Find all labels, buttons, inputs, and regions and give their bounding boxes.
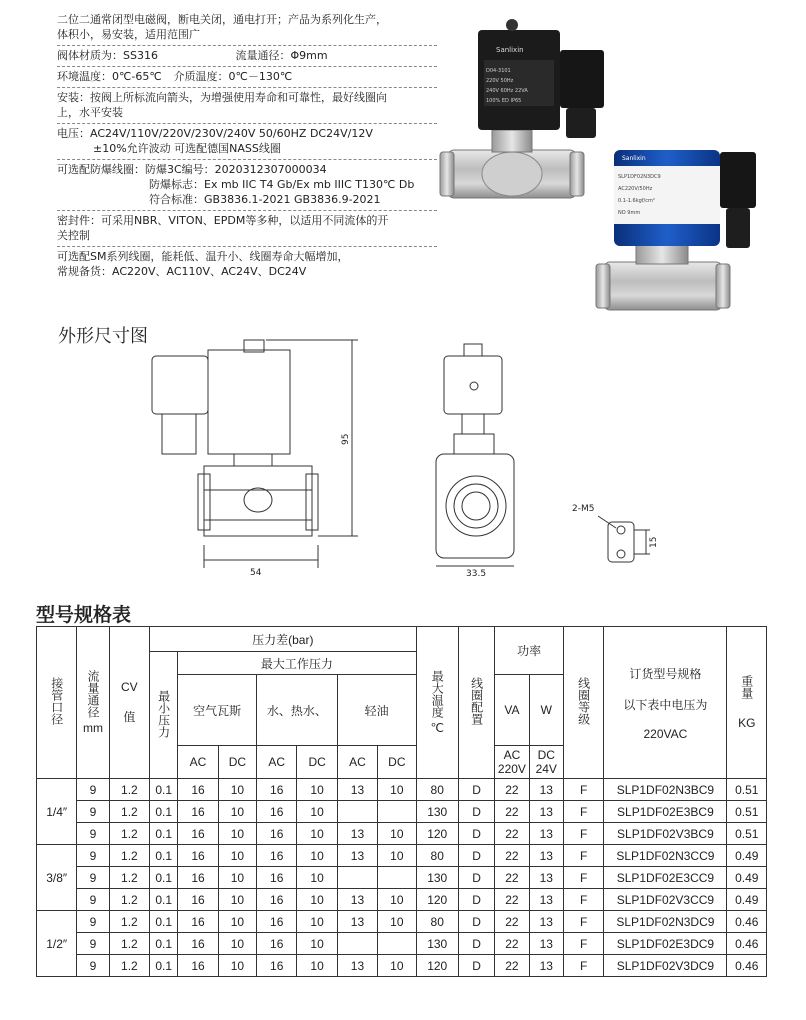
table-cell: 16 (257, 801, 297, 823)
header-max-temp-text: 最大温度 (430, 670, 445, 718)
table-cell: 120 (416, 823, 458, 845)
table-cell: 16 (178, 779, 218, 801)
table-cell: SLP1DF02N3CC9 (604, 845, 727, 867)
table-cell: SLP1DF02E3BC9 (604, 801, 727, 823)
table-row (37, 933, 767, 955)
header-coil-grade-text: 线圈等级 (576, 677, 591, 725)
table-cell: 13 (337, 845, 377, 867)
table-cell: 13 (529, 823, 563, 845)
table-cell: 0.1 (150, 911, 178, 933)
header-temp-unit: ℃ (430, 721, 444, 735)
port-size-cell: 3/8″ (37, 845, 77, 911)
table-cell: 9 (77, 933, 109, 955)
header-dc: DC (297, 746, 337, 779)
table-cell: 1.2 (109, 867, 149, 889)
table-cell: D (458, 801, 494, 823)
table-cell: 22 (495, 955, 529, 977)
table-cell: SLP1DF02V3DC9 (604, 955, 727, 977)
header-coil-grade (563, 627, 603, 779)
table-cell: 10 (378, 845, 416, 867)
side-view-drawing (152, 340, 358, 568)
table-cell: 16 (257, 823, 297, 845)
table-cell: 1.2 (109, 801, 149, 823)
header-min-pressure-text: 最小压力 (156, 689, 171, 738)
table-cell (378, 801, 416, 823)
table-cell: 10 (378, 889, 416, 911)
mounting-detail-drawing (598, 516, 650, 562)
table-cell: 10 (297, 889, 337, 911)
table-row (37, 823, 767, 845)
table-cell: 10 (218, 911, 256, 933)
table-cell: 0.1 (150, 823, 178, 845)
table-cell: 10 (297, 867, 337, 889)
table-cell: 10 (218, 955, 256, 977)
table-cell: 10 (218, 933, 256, 955)
header-air: 空气瓦斯 (178, 675, 257, 746)
blue-coil-valve-image (596, 150, 756, 310)
spec-line: 二位二通常闭型电磁阀，断电关闭，通电打开；产品为系列化生产， (57, 13, 387, 26)
port-size-cell: 1/2″ (37, 911, 77, 977)
front-view-drawing (436, 344, 514, 566)
table-cell: 0.51 (727, 779, 767, 801)
header-min-pressure (150, 652, 178, 779)
header-port (37, 627, 77, 779)
medium-temp: 介质温度：0℃－130℃ (173, 70, 293, 83)
table-cell: 0.1 (150, 955, 178, 977)
explosion-std: 符合标准：GB3836.1-2021 GB3836.9-2021 (149, 193, 381, 206)
table-cell: 16 (257, 845, 297, 867)
table-cell: F (563, 801, 603, 823)
header-va: VA (495, 675, 529, 746)
header-ac: AC (337, 746, 377, 779)
header-cv-text2: 值 (123, 710, 136, 724)
spec-line: 密封件：可采用NBR、VITON、EPDM等多种，以适用不同流体的开 (57, 214, 389, 227)
body-material: 阀体材质为：SS316 (57, 49, 158, 62)
table-cell: 0.46 (727, 911, 767, 933)
table-cell: F (563, 955, 603, 977)
table-cell: SLP1DF02N3BC9 (604, 779, 727, 801)
table-cell: D (458, 933, 494, 955)
table-row (37, 955, 767, 977)
table-cell: F (563, 933, 603, 955)
header-weight (727, 627, 767, 779)
table-row (37, 889, 767, 911)
spec-line: 安装：按阀上所标流向箭头，为增强使用寿命和可靠性，最好线圈向 (57, 91, 387, 104)
table-cell: 0.51 (727, 801, 767, 823)
table-cell: 16 (257, 911, 297, 933)
table-cell: 0.49 (727, 845, 767, 867)
table-cell: 22 (495, 801, 529, 823)
table-cell: D (458, 823, 494, 845)
explosion-cert: 防爆3C编号：2020312307000034 (145, 163, 327, 176)
table-cell: SLP1DF02V3CC9 (604, 889, 727, 911)
spec-line: 体积小，易安装，适用范围广 (57, 28, 200, 41)
header-cv-text: CV (121, 680, 138, 694)
table-cell: D (458, 911, 494, 933)
table-cell: 16 (178, 911, 218, 933)
table-cell: 16 (257, 867, 297, 889)
table-cell: 16 (178, 889, 218, 911)
table-cell: 0.49 (727, 867, 767, 889)
dim-width-side: 54 (250, 568, 262, 578)
port-size-cell: 1/4″ (37, 779, 77, 845)
table-row (37, 801, 767, 823)
table-cell: 130 (416, 867, 458, 889)
header-ac: AC (257, 746, 297, 779)
table-cell: 22 (495, 911, 529, 933)
blue-coil-spec: SLP1DF02N3DC9 (618, 174, 661, 180)
table-cell: F (563, 889, 603, 911)
black-coil-spec: 240V 60Hz 22VA (486, 88, 528, 94)
table-cell: 9 (77, 823, 109, 845)
table-cell: 0.49 (727, 889, 767, 911)
header-order-text3: 220VAC (643, 726, 688, 741)
table-cell: 0.46 (727, 955, 767, 977)
table-cell: 1.2 (109, 823, 149, 845)
table-row (37, 779, 767, 801)
header-ac220-text2: 220V (497, 762, 526, 776)
table-cell: 9 (77, 801, 109, 823)
table-cell: 13 (529, 845, 563, 867)
table-cell: 0.51 (727, 823, 767, 845)
table-cell: SLP1DF02E3CC9 (604, 867, 727, 889)
table-row (37, 911, 767, 933)
header-order-text2: 以下表中电压为 (623, 697, 708, 712)
table-cell (337, 801, 377, 823)
table-body (37, 779, 767, 977)
table-cell: 16 (257, 933, 297, 955)
dimensions-title: 外形尺寸图 (58, 326, 148, 347)
header-port-text: 接管口径 (49, 677, 64, 725)
table-cell: D (458, 889, 494, 911)
header-weight-text: 重量 (739, 675, 754, 699)
table-cell: 22 (495, 867, 529, 889)
table-cell: 9 (77, 845, 109, 867)
header-flow-unit: mm (83, 721, 104, 735)
table-cell: 80 (416, 845, 458, 867)
table-cell: 10 (297, 779, 337, 801)
table-cell: 16 (178, 845, 218, 867)
table-cell: 9 (77, 911, 109, 933)
table-cell: 1.2 (109, 911, 149, 933)
table-cell: 13 (337, 823, 377, 845)
flow-diameter: 流量通径：Φ9mm (235, 49, 328, 62)
spec-line: 关控制 (57, 229, 90, 242)
header-dc24-text2: 24V (535, 762, 557, 776)
blue-coil-spec: AC220V/50Hz (618, 186, 653, 192)
table-cell: 10 (297, 955, 337, 977)
header-order (604, 627, 727, 779)
table-cell: 13 (337, 955, 377, 977)
table-cell: 9 (77, 779, 109, 801)
table-cell: 1.2 (109, 955, 149, 977)
table-cell: 16 (257, 779, 297, 801)
dim-width-front: 33.5 (466, 569, 487, 579)
black-coil-spec: 100% ED IP65 (486, 98, 522, 104)
table-cell: 120 (416, 889, 458, 911)
table-cell: 80 (416, 779, 458, 801)
table-cell: 0.1 (150, 845, 178, 867)
table-cell: 10 (218, 889, 256, 911)
header-w: W (529, 675, 563, 746)
header-cv (109, 627, 149, 779)
header-dc24-text: DC (537, 748, 555, 762)
table-cell: 10 (297, 845, 337, 867)
black-coil-brand: Sanlixin (496, 46, 524, 54)
table-cell: 10 (218, 823, 256, 845)
table-cell: F (563, 867, 603, 889)
table-cell: 16 (178, 801, 218, 823)
table-cell: 10 (218, 845, 256, 867)
table-cell: 13 (337, 779, 377, 801)
blue-coil-brand: Sanlixin (622, 155, 646, 162)
header-ac220 (495, 746, 529, 779)
header-weight-unit: KG (738, 716, 756, 730)
table-cell (378, 933, 416, 955)
table-cell: 9 (77, 955, 109, 977)
table-cell: 22 (495, 933, 529, 955)
table-cell: 130 (416, 801, 458, 823)
table-cell: 0.1 (150, 889, 178, 911)
header-flow-text: 流量通径 (86, 670, 101, 718)
spec-line: 可选配SM系列线圈，能耗低、温升小、线圈寿命大幅增加， (57, 250, 349, 263)
table-cell: 1.2 (109, 933, 149, 955)
table-cell: 0.1 (150, 933, 178, 955)
table-cell: 10 (218, 801, 256, 823)
explosion-mark: 防爆标志：Ex mb IIC T4 Gb/Ex mb IIIC T130℃ Db (149, 178, 415, 191)
table-cell: 9 (77, 867, 109, 889)
header-dc: DC (378, 746, 416, 779)
table-cell: 1.2 (109, 845, 149, 867)
blue-coil-spec: NO 9mm (618, 210, 641, 216)
header-coil-config-text: 线圈配置 (469, 677, 484, 725)
table-cell: F (563, 823, 603, 845)
table-cell: 16 (257, 955, 297, 977)
header-order-text: 订货型号规格 (629, 666, 702, 681)
table-cell: 13 (529, 867, 563, 889)
table-cell: 10 (378, 779, 416, 801)
table-cell: 0.1 (150, 779, 178, 801)
table-cell: 22 (495, 889, 529, 911)
header-ac220-text: AC (503, 748, 521, 762)
header-power: 功率 (495, 627, 564, 675)
table-cell: 16 (178, 823, 218, 845)
table-cell: SLP1DF02V3BC9 (604, 823, 727, 845)
table-cell: 22 (495, 845, 529, 867)
table-cell: 120 (416, 955, 458, 977)
header-coil-config (458, 627, 494, 779)
blue-coil-spec: 0.1-1.6kgf/cm² (618, 198, 655, 204)
mount-label: 2-M5 (572, 504, 595, 514)
table-cell: 10 (297, 801, 337, 823)
table-title: 型号规格表 (36, 604, 132, 626)
table-cell: 0.1 (150, 801, 178, 823)
header-ac: AC (178, 746, 218, 779)
table-cell: 13 (529, 933, 563, 955)
table-cell (337, 933, 377, 955)
header-dc: DC (218, 746, 256, 779)
spec-line: 电压：AC24V/110V/220V/230V/240V 50/60HZ DC24V/12V (57, 127, 373, 140)
table-cell: 10 (297, 823, 337, 845)
table-row (37, 867, 767, 889)
table-cell: 16 (178, 955, 218, 977)
explosion-label: 可选配防爆线圈： (57, 163, 145, 176)
table-cell: 1.2 (109, 889, 149, 911)
table-cell: 1.2 (109, 779, 149, 801)
table-cell (378, 867, 416, 889)
table-cell: 13 (529, 801, 563, 823)
table-cell: 13 (529, 779, 563, 801)
table-cell: D (458, 845, 494, 867)
mount-spacing: 15 (649, 536, 659, 548)
table-cell: 9 (77, 889, 109, 911)
table-cell: SLP1DF02E3DC9 (604, 933, 727, 955)
dim-height: 95 (341, 433, 351, 445)
table-cell: 130 (416, 933, 458, 955)
table-cell: 13 (529, 955, 563, 977)
table-cell: D (458, 867, 494, 889)
table-cell: 13 (529, 911, 563, 933)
ambient-temp: 环境温度：0℃-65℃ (57, 70, 162, 83)
table-cell: 22 (495, 779, 529, 801)
table-cell (337, 867, 377, 889)
table-cell: 10 (378, 955, 416, 977)
black-coil-model: D04-3101 (486, 68, 511, 74)
table-cell: D (458, 779, 494, 801)
table-cell: 22 (495, 823, 529, 845)
table-cell: 80 (416, 911, 458, 933)
black-coil-valve-image (440, 19, 604, 198)
table-cell: F (563, 845, 603, 867)
table-cell: F (563, 911, 603, 933)
table-cell: 10 (378, 911, 416, 933)
table-cell: 13 (337, 889, 377, 911)
spec-line: 上，水平安装 (57, 106, 123, 119)
table-cell: 10 (218, 779, 256, 801)
model-spec-table (36, 626, 767, 977)
table-cell: 10 (297, 911, 337, 933)
table-row (37, 845, 767, 867)
header-max-pressure: 最大工作压力 (178, 652, 416, 675)
table-cell: F (563, 779, 603, 801)
table-cell: 16 (178, 867, 218, 889)
table-cell: 10 (378, 823, 416, 845)
table-cell: SLP1DF02N3DC9 (604, 911, 727, 933)
header-pressure: 压力差(bar) (150, 627, 416, 652)
table-cell: 13 (337, 911, 377, 933)
header-oil: 轻油 (337, 675, 416, 746)
table-cell: 10 (297, 933, 337, 955)
table-cell: 16 (257, 889, 297, 911)
header-flow (77, 627, 109, 779)
table-cell: 13 (529, 889, 563, 911)
header-water: 水、热水、 (257, 675, 338, 746)
header-dc24 (529, 746, 563, 779)
spec-line: 常规备货：AC220V、AC110V、AC24V、DC24V (57, 265, 307, 278)
table-cell: 0.46 (727, 933, 767, 955)
table-cell: 16 (178, 933, 218, 955)
table-cell: 0.1 (150, 867, 178, 889)
table-cell: D (458, 955, 494, 977)
spec-line: ±10%允许波动 可选配德国NASS线圈 (93, 142, 281, 155)
table-cell: 10 (218, 867, 256, 889)
header-max-temp (416, 627, 458, 779)
black-coil-spec: 220V 50Hz (486, 78, 514, 84)
